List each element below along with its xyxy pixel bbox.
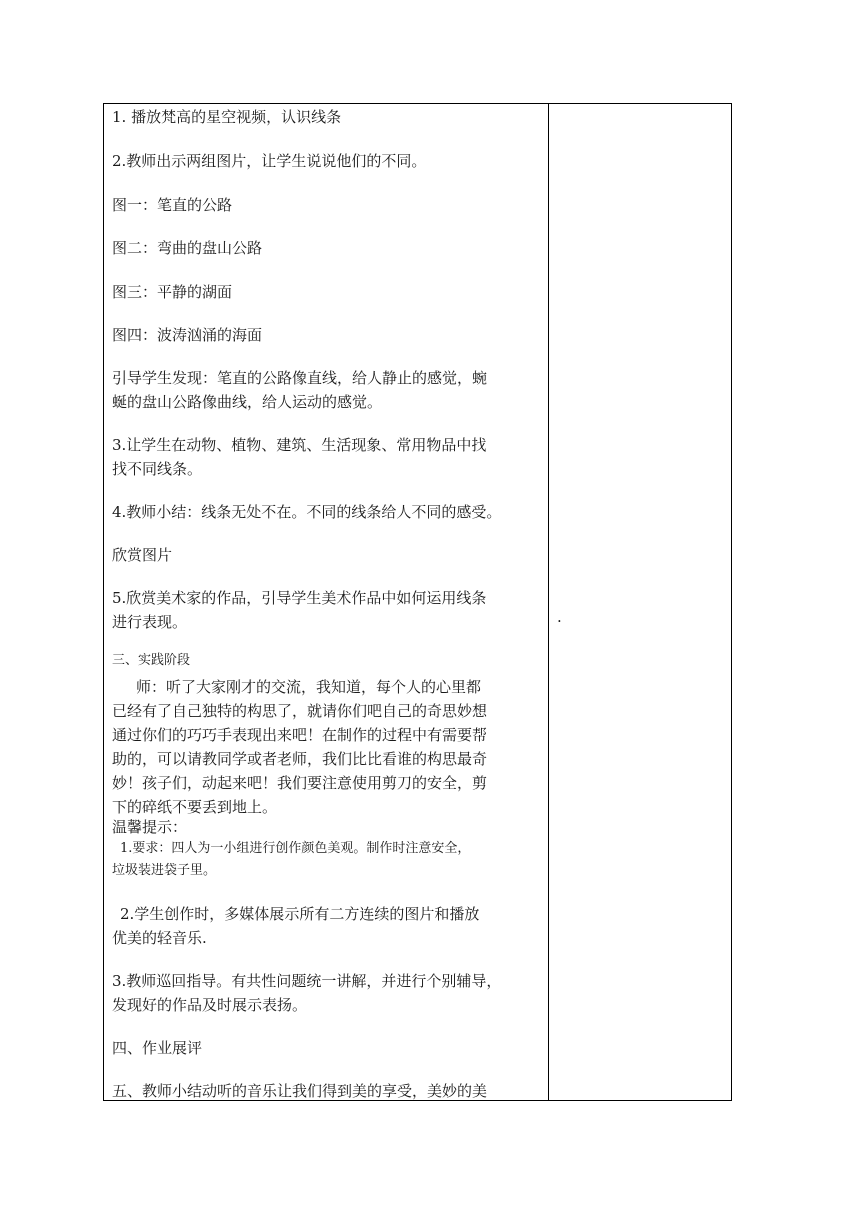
tip-2-line-2: 优美的轻音乐. — [112, 929, 207, 947]
step-4-text: 4.教师小结：线条无处不在。不同的线条给人不同的感受。 — [112, 503, 502, 521]
section-5-text: 五、教师小结动听的音乐让我们得到美的享受，美妙的美 — [112, 1082, 488, 1100]
step-1-text: 1. 播放梵高的星空视频，认识线条 — [112, 108, 342, 126]
tip-3-line-2: 发现好的作品及时展示表扬。 — [112, 996, 308, 1014]
guide-text-line-1: 引导学生发现：笔直的公路像直线，给人静止的感觉，蜿 — [112, 369, 488, 387]
step-5-line-2: 进行表现。 — [112, 613, 188, 631]
section-3-heading: 三、实践阶段 — [112, 653, 191, 668]
step-3-line-1: 3.让学生在动物、植物、建筑、生活现象、常用物品中找 — [112, 436, 487, 454]
teacher-speech-line-6: 下的碎纸不要丢到地上。 — [112, 798, 278, 816]
teacher-speech-line-1: 师：听了大家刚才的交流，我知道，每个人的心里都 — [136, 678, 482, 696]
tips-heading: 温馨提示： — [112, 818, 188, 836]
guide-text-line-2: 蜒的盘山公路像曲线，给人运动的感觉。 — [112, 393, 383, 411]
step-5-line-1: 5.欣赏美术家的作品，引导学生美术作品中如何运用线条 — [112, 589, 487, 607]
notes-cell — [549, 104, 731, 1100]
step-3-line-2: 找不同线条。 — [112, 460, 203, 478]
picture-4-text: 图四：波涛汹涌的海面 — [112, 326, 263, 344]
tip-1-line-2: 垃圾装进袋子里。 — [112, 863, 217, 878]
tip-1-line-1: 1.要求：四人为一小组进行创作颜色美观。制作时注意安全， — [120, 841, 471, 856]
notes-mark: . — [557, 608, 562, 626]
tip-3-line-1: 3.教师巡回指导。有共性问题统一讲解，并进行个别辅导， — [112, 972, 502, 990]
picture-3-text: 图三：平静的湖面 — [112, 283, 233, 301]
teacher-speech-line-2: 已经有了自己独特的构思了，就请你们吧自己的奇思妙想 — [112, 702, 488, 720]
teacher-speech-line-4: 助的，可以请教同学或者老师，我们比比看谁的构思最奇 — [112, 750, 488, 768]
appreciate-pictures-text: 欣赏图片 — [112, 546, 173, 564]
lesson-content-cell — [104, 104, 548, 1100]
picture-2-text: 图二：弯曲的盘山公路 — [112, 239, 263, 257]
teacher-speech-line-5: 妙！孩子们，动起来吧！我们要注意使用剪刀的安全，剪 — [112, 774, 488, 792]
tip-2-line-1: 2.学生创作时，多媒体展示所有二方连续的图片和播放 — [120, 905, 480, 923]
teacher-speech-line-3: 通过你们的巧巧手表现出来吧！在制作的过程中有需要帮 — [112, 726, 488, 744]
lesson-table — [103, 103, 732, 1101]
step-2-text: 2.教师出示两组图片，让学生说说他们的不同。 — [112, 152, 427, 170]
picture-1-text: 图一：笔直的公路 — [112, 196, 233, 214]
section-4-heading: 四、作业展评 — [112, 1039, 203, 1057]
